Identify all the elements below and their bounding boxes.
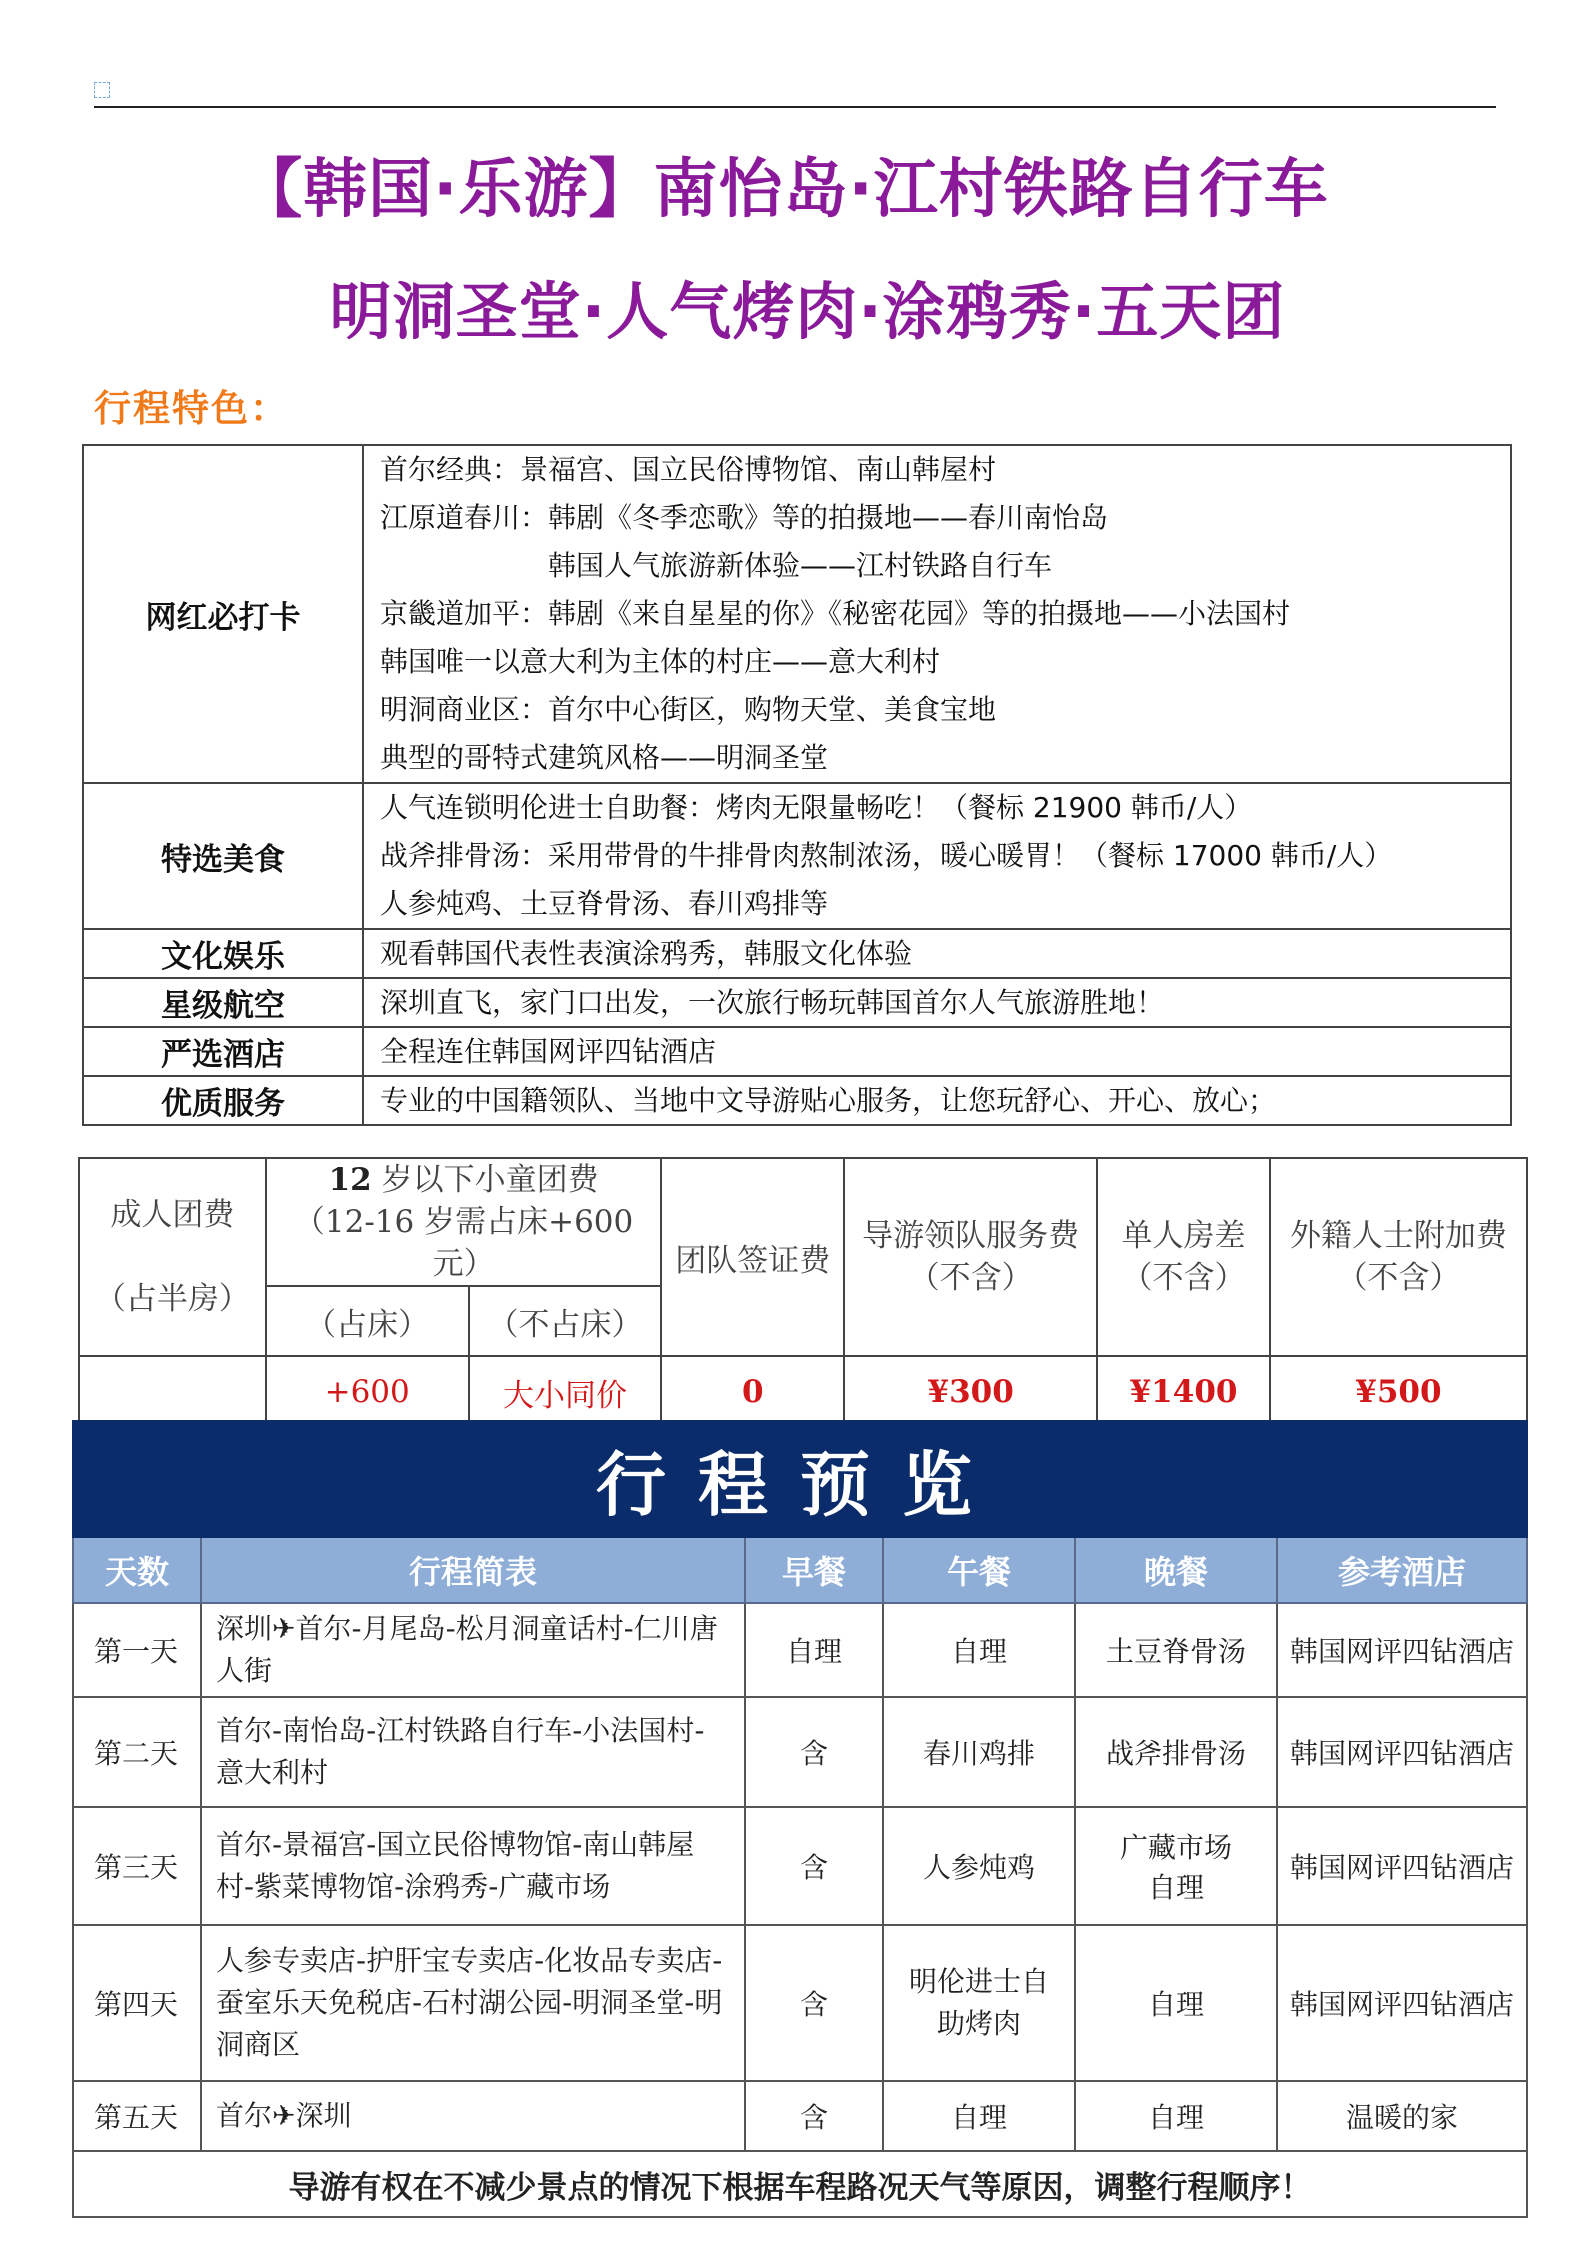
single-label: 单人房差 — [1121, 1218, 1246, 1254]
feature-value: 全程连住韩国网评四钻酒店 — [363, 1027, 1511, 1076]
col-hotel: 参考酒店 — [1277, 1537, 1527, 1603]
adult-sub: （占半房） — [94, 1281, 250, 1317]
hotel-cell: 韩国网评四钻酒店 — [1277, 1925, 1527, 2081]
feature-key: 星级航空 — [83, 978, 363, 1027]
feature-line: 韩国人气旅游新体验——江村铁路自行车 — [548, 549, 1053, 582]
feature-line: 韩国唯一以意大利为主体的村庄——意大利村 — [380, 645, 941, 678]
visa-value: 0 — [661, 1356, 844, 1428]
feature-key: 严选酒店 — [83, 1027, 363, 1076]
foreign-header — [1270, 1158, 1527, 1356]
feature-key: 优质服务 — [83, 1076, 363, 1125]
day-cell: 第二天 — [73, 1697, 201, 1807]
guide-label: 导游领队服务费 — [862, 1218, 1080, 1254]
page-title-line1: 【韩国·乐游】南怡岛·江村铁路自行车 — [238, 153, 1329, 227]
feature-line: 明洞商业区：首尔中心街区，购物天堂、美食宝地 — [380, 693, 997, 726]
feature-line: 人气连锁明伦进士自助餐：烤肉无限量畅吃！（餐标 21900 韩币/人） — [380, 791, 1253, 824]
itinerary-row-day5 — [73, 2081, 1527, 2151]
route-cell: 首尔-景福宫-国立民俗博物馆-南山韩屋村-紫菜博物馆-涂鸦秀-广藏市场 — [201, 1807, 745, 1925]
with-bed-header: （占床） — [266, 1286, 469, 1356]
child-label: 岁以下小童团费 — [371, 1162, 599, 1198]
lunch-cell: 自理 — [883, 2081, 1075, 2151]
itinerary-note: 导游有权在不减少景点的情况下根据车程路况天气等原因，调整行程顺序！ — [73, 2151, 1527, 2217]
route-cell: 首尔-南怡岛-江村铁路自行车-小法国村-意大利村 — [201, 1697, 745, 1807]
hotel-cell: 韩国网评四钻酒店 — [1277, 1697, 1527, 1807]
foreign-sub: （不含） — [1336, 1260, 1461, 1296]
feature-value — [363, 445, 1511, 783]
breakfast-cell: 含 — [745, 1807, 883, 1925]
feature-line: 江原道春川：韩剧《冬季恋歌》等的拍摄地——春川南怡岛 — [380, 501, 1109, 534]
itinerary-note-row — [73, 2151, 1527, 2217]
feature-value: 专业的中国籍领队、当地中文导游贴心服务，让您玩舒心、开心、放心； — [363, 1076, 1511, 1125]
adult-price-value — [79, 1356, 266, 1428]
lunch-cell: 明伦进士自助烤肉 — [883, 1925, 1075, 2081]
feature-key: 网红必打卡 — [83, 445, 363, 783]
breakfast-cell: 自理 — [745, 1603, 883, 1697]
itinerary-row-day1 — [73, 1603, 1527, 1697]
dinner-cell: 自理 — [1075, 1925, 1277, 2081]
price-table — [78, 1157, 1528, 1429]
col-day: 天数 — [73, 1537, 201, 1603]
single-sub: （不含） — [1121, 1260, 1246, 1296]
with-bed-value: +600 — [266, 1356, 469, 1428]
route-cell: 人参专卖店-护肝宝专卖店-化妆品专卖店-蚕室乐天免税店-石村湖公园-明洞圣堂-明洞商区 — [201, 1925, 745, 2081]
adult-price-header — [79, 1158, 266, 1356]
no-bed-value: 大小同价 — [469, 1356, 662, 1428]
breakfast-cell: 含 — [745, 2081, 883, 2151]
feature-value: 观看韩国代表性表演涂鸦秀，韩服文化体验 — [363, 929, 1511, 978]
page-title-line2: 明洞圣堂·人气烤肉·涂鸦秀·五天团 — [329, 275, 1286, 348]
feature-value: 深圳直飞，家门口出发，一次旅行畅玩韩国首尔人气旅游胜地！ — [363, 978, 1511, 1027]
feature-line: 首尔经典：景福宫、国立民俗博物馆、南山韩屋村 — [380, 453, 997, 486]
feature-line: 战斧排骨汤：采用带骨的牛排骨肉熬制浓汤，暖心暖胃！（餐标 17000 韩币/人） — [380, 839, 1393, 872]
feature-line: 典型的哥特式建筑风格——明洞圣堂 — [380, 741, 829, 774]
guide-value: ¥300 — [844, 1356, 1097, 1428]
itinerary-banner: 行程预览 — [73, 1421, 1527, 1537]
dinner-cell: 自理 — [1075, 2081, 1277, 2151]
feature-key: 特选美食 — [83, 783, 363, 929]
hotel-cell: 温暖的家 — [1277, 2081, 1527, 2151]
child-price-header — [266, 1158, 662, 1286]
breakfast-cell: 含 — [745, 1697, 883, 1807]
child-note: （12-16 岁需占床+600 元） — [293, 1204, 634, 1282]
header-rule — [94, 106, 1496, 108]
child-age: 12 — [328, 1162, 372, 1198]
day-cell: 第三天 — [73, 1807, 201, 1925]
feature-line: 京畿道加平：韩剧《来自星星的你》《秘密花园》等的拍摄地——小法国村 — [380, 597, 1291, 630]
feature-row-service — [83, 1076, 1511, 1125]
features-heading: 行程特色： — [94, 387, 289, 430]
route-cell: 首尔✈深圳 — [201, 2081, 745, 2151]
breakfast-cell: 含 — [745, 1925, 883, 2081]
lunch-cell: 人参炖鸡 — [883, 1807, 1075, 1925]
itinerary-row-day3 — [73, 1807, 1527, 1925]
guide-header — [844, 1158, 1097, 1356]
itinerary-header-row — [73, 1537, 1527, 1603]
visa-header: 团队签证费 — [661, 1158, 844, 1356]
hotel-cell: 韩国网评四钻酒店 — [1277, 1807, 1527, 1925]
route-cell: 深圳✈首尔-月尾岛-松月洞童话村-仁川唐人街 — [201, 1603, 745, 1697]
col-breakfast: 早餐 — [745, 1537, 883, 1603]
lunch-cell: 春川鸡排 — [883, 1697, 1075, 1807]
feature-row-flight — [83, 978, 1511, 1027]
col-dinner: 晚餐 — [1075, 1537, 1277, 1603]
day-cell: 第五天 — [73, 2081, 201, 2151]
dinner-cell: 战斧排骨汤 — [1075, 1697, 1277, 1807]
feature-row-food — [83, 783, 1511, 929]
page-marker — [94, 82, 110, 98]
col-route: 行程简表 — [201, 1537, 745, 1603]
feature-row-wanghong — [83, 445, 1511, 783]
day-cell: 第一天 — [73, 1603, 201, 1697]
itinerary-table — [72, 1420, 1528, 2218]
features-table — [82, 444, 1512, 1126]
feature-line: 人参炖鸡、土豆脊骨汤、春川鸡排等 — [380, 887, 829, 920]
hotel-cell: 韩国网评四钻酒店 — [1277, 1603, 1527, 1697]
itinerary-row-day2 — [73, 1697, 1527, 1807]
feature-key: 文化娱乐 — [83, 929, 363, 978]
single-room-header — [1097, 1158, 1270, 1356]
lunch-cell: 自理 — [883, 1603, 1075, 1697]
feature-value — [363, 783, 1511, 929]
col-lunch: 午餐 — [883, 1537, 1075, 1603]
no-bed-header: （不占床） — [469, 1286, 662, 1356]
feature-row-hotel — [83, 1027, 1511, 1076]
dinner-cell: 广藏市场 自理 — [1075, 1807, 1277, 1925]
feature-row-culture — [83, 929, 1511, 978]
foreign-value: ¥500 — [1270, 1356, 1527, 1428]
single-value: ¥1400 — [1097, 1356, 1270, 1428]
itinerary-row-day4 — [73, 1925, 1527, 2081]
dinner-cell: 土豆脊骨汤 — [1075, 1603, 1277, 1697]
adult-label: 成人团费 — [110, 1197, 235, 1233]
guide-sub: （不含） — [908, 1260, 1033, 1296]
day-cell: 第四天 — [73, 1925, 201, 2081]
foreign-label: 外籍人士附加费 — [1289, 1218, 1507, 1254]
